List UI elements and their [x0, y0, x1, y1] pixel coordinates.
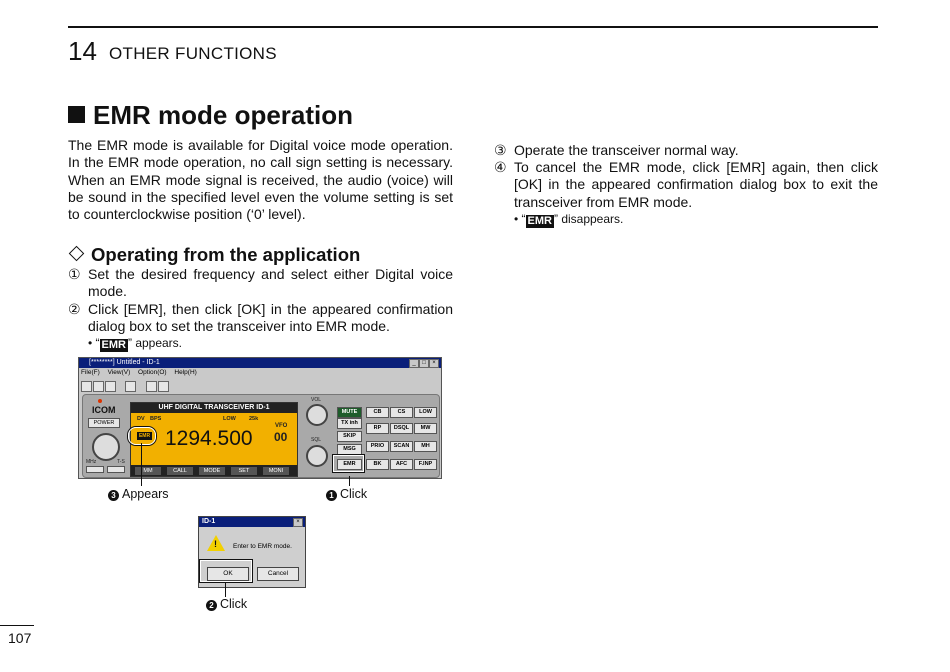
main-dial[interactable] [92, 433, 120, 461]
step-number: ② [68, 301, 81, 317]
app-title-bar: [********] Untitled - ID-1 [79, 358, 441, 368]
bps-indicator: BPS [150, 416, 162, 422]
vfo-indicator: VFO [275, 423, 288, 429]
sql-label: SQL [311, 437, 322, 443]
lcd-title: UHF DIGITAL TRANSCEIVER ID-1 [131, 403, 297, 413]
squelch-knob[interactable] [306, 445, 328, 467]
mh-button[interactable]: MH [414, 441, 437, 452]
ok-button[interactable]: OK [207, 567, 249, 581]
low-indicator: LOW [223, 416, 236, 422]
emr-indicator-chip: EMR [101, 339, 126, 351]
step-2 [68, 301, 453, 336]
step-number: ④ [494, 159, 507, 175]
diamond-icon [69, 246, 85, 262]
ts-label: T-S [117, 459, 125, 465]
app-window-screenshot [78, 357, 442, 479]
callout-line [141, 443, 142, 486]
bullet-suffix: ” appears. [127, 336, 183, 350]
step-text: Click [EMR], then click [OK] in the appeared confirmation dialog box to set the transceiver into EMR mode. [88, 301, 453, 335]
soft-key[interactable]: MONI [263, 467, 289, 475]
bullet-prefix: • “ [88, 336, 100, 350]
callout-text: Appears [122, 487, 169, 501]
callout-appears [108, 487, 169, 501]
callout-number: 3 [108, 490, 119, 501]
emr-button[interactable]: EMR [337, 459, 362, 470]
callout-line [349, 476, 350, 486]
lcd-soft-keys [131, 465, 297, 476]
emr-indicator-highlight [128, 427, 156, 445]
chapter-number: 14 [68, 36, 97, 66]
step-number: ③ [494, 142, 507, 158]
scan-button[interactable]: SCAN [390, 441, 413, 452]
callout-number: 2 [206, 600, 217, 611]
dialog-title: ID-1 [199, 517, 305, 527]
step-number: ① [68, 266, 81, 282]
bk-button[interactable]: BK [366, 459, 389, 470]
step-text: Set the desired frequency and select either Digital voice mode. [88, 266, 453, 300]
mw-button[interactable]: MW [414, 423, 437, 434]
dsql-button[interactable]: DSQL [390, 423, 413, 434]
callout-click-emr [326, 487, 367, 501]
maximize-icon[interactable]: □ [419, 359, 429, 368]
power-button[interactable]: POWER [88, 418, 120, 428]
icom-logo: ICOM [92, 405, 116, 415]
ts-button[interactable] [107, 466, 125, 473]
warning-exclamation-icon: ! [214, 539, 217, 549]
open-folder-icon[interactable] [93, 381, 104, 392]
menu-option[interactable]: Option(O) [138, 369, 167, 376]
mhz-button[interactable] [86, 466, 104, 473]
callout-click-ok [206, 597, 247, 611]
soft-key[interactable]: CALL [167, 467, 193, 475]
channel-readout: 00 [274, 430, 288, 444]
step-indicator: 25k [249, 416, 259, 422]
callout-text: Click [220, 597, 248, 611]
dialog-close-icon[interactable]: × [293, 518, 303, 527]
square-bullet-icon [68, 106, 85, 123]
emr-appears-note [88, 336, 182, 352]
volume-knob[interactable] [306, 404, 328, 426]
app-toolbar [81, 379, 170, 391]
wave-icon[interactable] [125, 381, 136, 392]
page-number-rule [0, 625, 34, 626]
mute-button[interactable]: MUTE [337, 407, 362, 418]
lcd-emr-indicator: EMR [138, 433, 151, 439]
save-icon[interactable] [105, 381, 116, 392]
bullet-suffix: ” disappears. [553, 212, 624, 226]
soft-key[interactable]: MODE [199, 467, 225, 475]
soft-key[interactable]: SET [231, 467, 257, 475]
intro-paragraph: The EMR mode is available for Digital voice mode operation. In the EMR mode operation, no call sign setting is necessary. When an EMR mode signal is received, the audio (voice) will be sound in the specified level even the volume setting is set to counterclockwise position (‘0’ level). [68, 137, 453, 223]
step-3 [494, 142, 878, 159]
prio-button[interactable]: PRIO [366, 441, 389, 452]
vol-label: VOL [311, 397, 322, 403]
chapter-title: OTHER FUNCTIONS [109, 44, 277, 63]
finp-button[interactable]: F.INP [414, 459, 437, 470]
page-number: 107 [8, 630, 32, 646]
cs-button[interactable]: CS [390, 407, 413, 418]
magnifier-icon[interactable] [158, 381, 169, 392]
step-text: To cancel the EMR mode, click [EMR] again, then click [OK] in the appeared confirmation dialog box to exit the transceiver from EMR mode. [514, 159, 878, 210]
step-1 [68, 266, 453, 301]
dialog-message: Enter to EMR mode. [233, 543, 292, 550]
section-title-text: EMR mode operation [93, 100, 354, 130]
subsection-title-text: Operating from the application [91, 244, 361, 265]
callout-line [225, 582, 226, 597]
emr-disappears-note [514, 212, 623, 228]
dv-indicator: DV [137, 416, 145, 422]
header-rule [68, 26, 878, 28]
menu-help[interactable]: Help(H) [174, 369, 197, 376]
new-file-icon[interactable] [81, 381, 92, 392]
close-icon[interactable]: × [429, 359, 439, 368]
menu-view[interactable]: View(V) [107, 369, 131, 376]
app-menu-bar [81, 369, 203, 376]
minimize-icon[interactable]: _ [409, 359, 419, 368]
subsection-title [68, 244, 360, 266]
emr-highlight-box [333, 455, 364, 472]
tx-inhibit-button[interactable]: TX inh [337, 418, 362, 429]
bullet-prefix: • “ [514, 212, 526, 226]
soft-key[interactable]: MM [135, 467, 161, 475]
cb-button[interactable]: CB [366, 407, 389, 418]
emr-indicator-chip: EMR [527, 215, 552, 227]
skip-button[interactable]: SKIP [337, 431, 362, 442]
menu-file[interactable]: File(F) [81, 369, 100, 376]
callout-number: 1 [326, 490, 337, 501]
section-title [68, 100, 353, 131]
frequency-readout: 1294.500 [165, 427, 253, 450]
callout-text: Click [340, 487, 368, 501]
list-icon[interactable] [146, 381, 157, 392]
afc-button[interactable]: AFC [390, 459, 413, 470]
msg-button[interactable]: MSG [337, 444, 362, 455]
rp-button[interactable]: RP [366, 423, 389, 434]
step-4 [494, 159, 878, 211]
mhz-label: MHz [86, 459, 97, 465]
step-text: Operate the transceiver normal way. [514, 142, 739, 158]
cancel-button[interactable]: Cancel [257, 567, 299, 581]
low-button[interactable]: LOW [414, 407, 437, 418]
ok-highlight-box [200, 560, 252, 582]
